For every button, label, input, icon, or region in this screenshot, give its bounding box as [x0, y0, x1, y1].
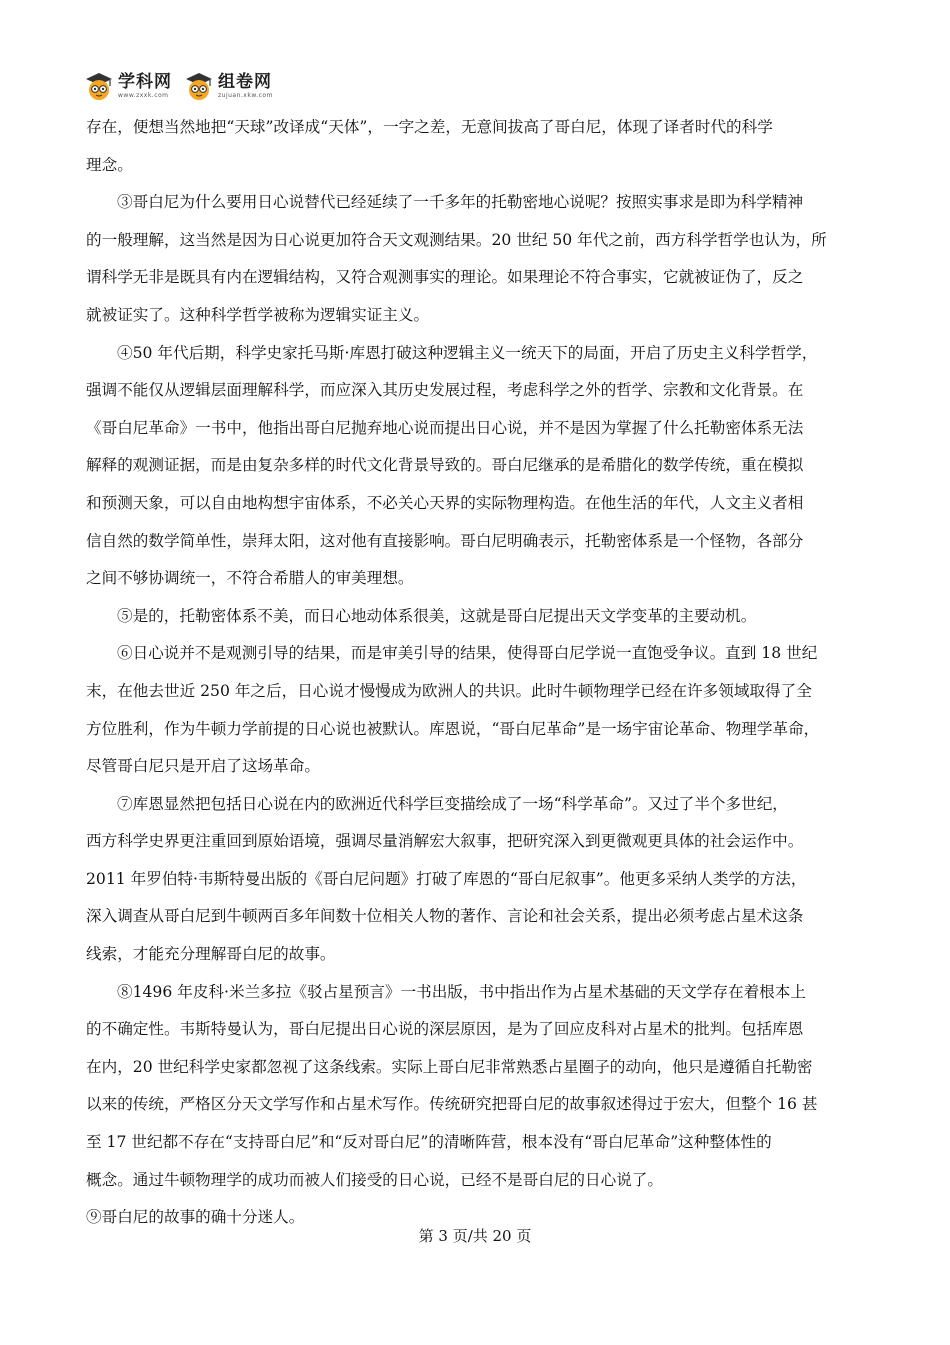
text-line: 2011 年罗伯特·韦斯特曼出版的《哥白尼问题》打破了库恩的“哥白尼叙事”。他更多采纳人类学的方法， [86, 869, 807, 888]
paragraph-8-start: ⑧1496 年皮科·米兰多拉《驳占星预言》一书出版，书中指出作为占星术基础的天文学存在着根本上 [117, 982, 806, 1001]
mascot-icon [184, 71, 214, 101]
text-line: 《哥白尼革命》一书中，他指出哥白尼抛弃地心说而提出日心说，并不是因为掌握了什么托勒密体系无法 [86, 418, 804, 437]
text-line: 尽管哥白尼只是开启了这场革命。 [86, 757, 320, 776]
text-line: 之间不够协调统一，不符合希腊人的审美理想。 [86, 569, 414, 588]
text-line: 深入调查从哥白尼到牛顿两百多年间数十位相关人物的著作、言论和社会关系，提出必须考虑占星术这条 [86, 907, 804, 926]
paragraph-6-start: ⑥日心说并不是观测引导的结果，而是审美引导的结果，使得哥白尼学说一直饱受争议。直到 18 世纪 [117, 644, 818, 663]
page-header [84, 68, 273, 104]
zujuan-logo [184, 71, 273, 101]
paragraph-5-start: ⑤是的，托勒密体系不美，而日心地动体系很美，这就是哥白尼提出天文学变革的主要动机。 [117, 606, 757, 625]
zxxk-logo-name: 学科网 [118, 71, 172, 92]
text-line: 以来的传统，严格区分天文学写作和占星术写作。传统研究把哥白尼的故事叙述得过于宏大，但整个 16 甚 [86, 1095, 818, 1114]
text-line: 概念。通过牛顿物理学的成功而被人们接受的日心说，已经不是哥白尼的日心说了。 [86, 1170, 663, 1189]
zujuan-logo-name: 组卷网 [218, 71, 272, 92]
zxxk-logo-url: www.zxxk.com [118, 91, 169, 99]
text-line: 谓科学无非是既具有内在逻辑结构，又符合观测事实的理论。如果理论不符合事实，它就被证伪了，反之 [86, 268, 804, 287]
text-line: 末，在他去世近 250 年之后，日心说才慢慢成为欧洲人的共识。此时牛顿物理学已经在许多领域取得了全 [86, 681, 812, 700]
text-line: 西方科学史界更注重回到原始语境，强调尽量消解宏大叙事，把研究深入到更微观更具体的社会运作中。 [86, 832, 804, 851]
text-line: 的不确定性。韦斯特曼认为，哥白尼提出日心说的深层原因，是为了回应皮科对占星术的批判。包括库恩 [86, 1020, 804, 1039]
page-number: 第 3 页/共 20 页 [418, 1227, 532, 1245]
text-line: 就被证实了。这种科学哲学被称为逻辑实证主义。 [86, 305, 430, 324]
text-line: 线索，才能充分理解哥白尼的故事。 [86, 945, 336, 964]
text-line: 强调不能仅从逻辑层面理解科学，而应深入其历史发展过程，考虑科学之外的哲学、宗教和文化背景。在 [86, 381, 804, 400]
article-body [86, 109, 868, 1274]
text-line: 至 17 世纪都不存在“支持哥白尼”和“反对哥白尼”的清晰阵营，根本没有“哥白尼革命”这种整体性的 [86, 1133, 772, 1152]
paragraph-7-start: ⑦库恩显然把包括日心说在内的欧洲近代科学巨变描绘成了一场“科学革命”。又过了半个多世纪， [117, 794, 788, 813]
text-line: 解释的观测证据，而是由复杂多样的时代文化背景导致的。哥白尼继承的是希腊化的数学传统，重在模拟 [86, 456, 804, 475]
text-line: 理念。 [86, 155, 133, 174]
zujuan-logo-url: zujuan.xkw.com [218, 91, 273, 99]
paragraph-3-start: ③哥白尼为什么要用日心说替代已经延续了一千多年的托勒密地心说呢？按照实事求是即为科学精神 [117, 193, 804, 212]
text-line: 在内，20 世纪科学史家都忽视了这条线索。实际上哥白尼非常熟悉占星圈子的动向，他只是遵循自托勒密 [86, 1057, 813, 1076]
paragraph-4-start: ④50 年代后期，科学史家托马斯·库恩打破这种逻辑主义一统天下的局面，开启了历史主义科学哲学， [117, 343, 818, 362]
text-line: ⑨哥白尼的故事的确十分迷人。 [86, 1208, 305, 1227]
text-line: 和预测天象，可以自由地构想宇宙体系，不必关心天界的实际物理构造。在他生活的年代，人文主义者相 [86, 493, 804, 512]
text-line: 信自然的数学简单性，崇拜太阳，这对他有直接影响。哥白尼明确表示，托勒密体系是一个怪物，各部分 [86, 531, 804, 550]
text-line: 存在，便想当然地把“天球”改译成“天体”，一字之差，无意间拔高了哥白尼，体现了译者时代的科学 [86, 118, 773, 136]
text-line: 的一般理解，这当然是因为日心说更加符合天文观测结果。20 世纪 50 年代之前，西方科学哲学也认为，所 [86, 230, 827, 249]
text-line: 方位胜利，作为牛顿力学前提的日心说也被默认。库恩说，“哥白尼革命”是一场宇宙论革命、物理学革命， [86, 719, 820, 738]
zxxk-logo [84, 71, 172, 101]
mascot-icon [84, 71, 114, 101]
